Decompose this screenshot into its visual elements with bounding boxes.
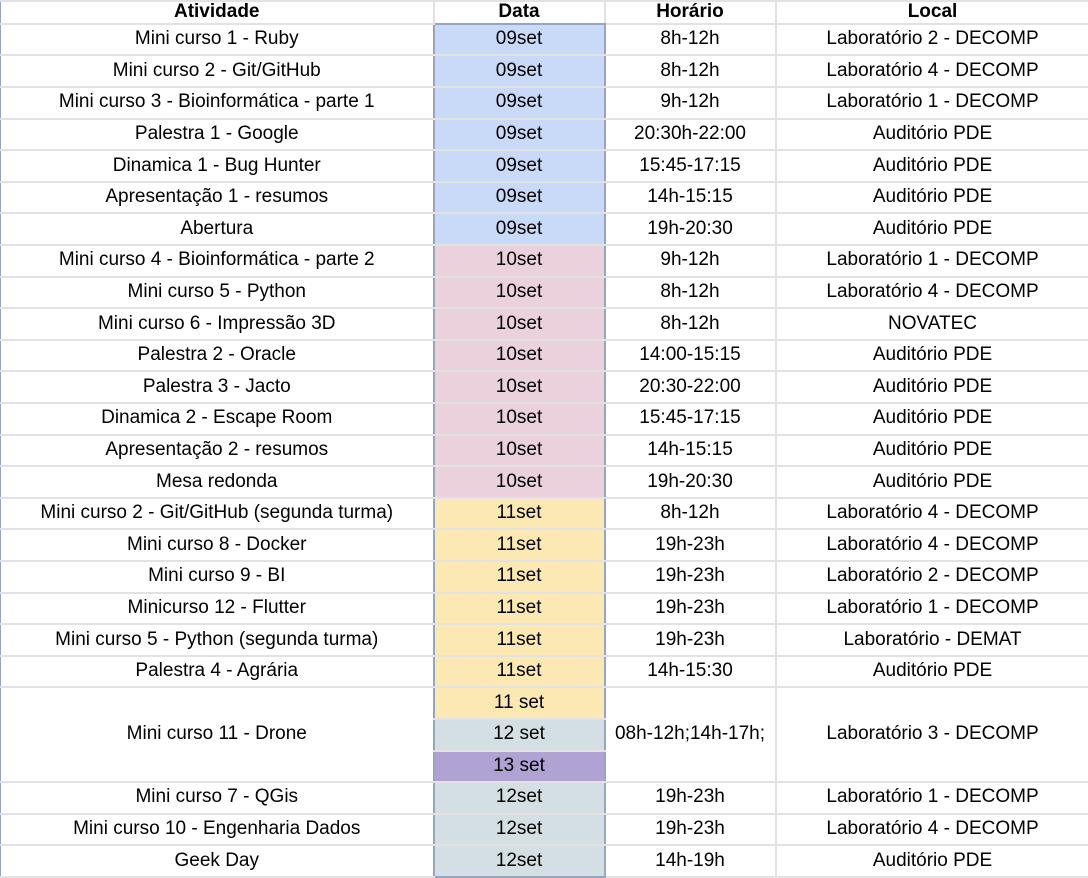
- local-cell[interactable]: Auditório PDE: [776, 119, 1088, 151]
- column-header-local[interactable]: Local: [776, 1, 1088, 24]
- activity-cell[interactable]: Mini curso 7 - QGis: [1, 782, 434, 814]
- local-cell[interactable]: Auditório PDE: [776, 182, 1088, 214]
- date-cell[interactable]: 11set: [434, 498, 605, 530]
- local-cell[interactable]: Laboratório 4 - DECOMP: [776, 814, 1088, 846]
- table-row: [1, 498, 1088, 530]
- activity-cell[interactable]: Mini curso 1 - Ruby: [1, 24, 434, 56]
- time-cell[interactable]: 8h-12h: [605, 498, 776, 530]
- time-cell[interactable]: 19h-23h: [605, 624, 776, 656]
- date-cell[interactable]: 10set: [434, 340, 605, 372]
- time-cell[interactable]: 14h-19h: [605, 845, 776, 877]
- time-cell[interactable]: 15:45-17:15: [605, 150, 776, 182]
- table-row: [1, 687, 1088, 719]
- date-cell[interactable]: 10set: [434, 466, 605, 498]
- activity-cell[interactable]: Mini curso 8 - Docker: [1, 529, 434, 561]
- time-cell[interactable]: 8h-12h: [605, 24, 776, 56]
- local-cell[interactable]: Laboratório 1 - DECOMP: [776, 87, 1088, 119]
- time-cell[interactable]: 14h-15:15: [605, 435, 776, 467]
- date-cell[interactable]: 10set: [434, 435, 605, 467]
- activity-cell[interactable]: Dinamica 1 - Bug Hunter: [1, 150, 434, 182]
- table-row: [1, 245, 1088, 277]
- date-cell[interactable]: 11set: [434, 624, 605, 656]
- local-cell[interactable]: Auditório PDE: [776, 656, 1088, 688]
- time-cell[interactable]: 20:30h-22:00: [605, 119, 776, 151]
- time-cell[interactable]: 19h-23h: [605, 814, 776, 846]
- date-cell[interactable]: 11set: [434, 529, 605, 561]
- table-row: [1, 55, 1088, 87]
- table-row: [1, 561, 1088, 593]
- date-cell[interactable]: 10set: [434, 277, 605, 309]
- local-cell[interactable]: Laboratório 4 - DECOMP: [776, 529, 1088, 561]
- activity-cell[interactable]: Palestra 2 - Oracle: [1, 340, 434, 372]
- table-row: [1, 782, 1088, 814]
- local-cell[interactable]: Auditório PDE: [776, 340, 1088, 372]
- table-row: [1, 435, 1088, 467]
- activity-cell[interactable]: Palestra 1 - Google: [1, 119, 434, 151]
- column-header-horario[interactable]: Horário: [605, 1, 776, 24]
- date-cell[interactable]: 10set: [434, 403, 605, 435]
- date-cell[interactable]: 10set: [434, 245, 605, 277]
- local-cell[interactable]: Laboratório 2 - DECOMP: [776, 561, 1088, 593]
- date-cell[interactable]: 13 set: [434, 751, 605, 783]
- activity-cell[interactable]: Mini curso 9 - BI: [1, 561, 434, 593]
- activity-cell[interactable]: Mini curso 10 - Engenharia Dados: [1, 814, 434, 846]
- time-cell[interactable]: 19h-23h: [605, 593, 776, 625]
- time-cell[interactable]: 8h-12h: [605, 277, 776, 309]
- table-header-row: [1, 1, 1088, 24]
- local-cell[interactable]: Auditório PDE: [776, 435, 1088, 467]
- time-cell[interactable]: 19h-23h: [605, 529, 776, 561]
- activity-cell[interactable]: Mini curso 5 - Python (segunda turma): [1, 624, 434, 656]
- table-row: [1, 593, 1088, 625]
- time-cell[interactable]: 19h-23h: [605, 782, 776, 814]
- activity-cell[interactable]: Mini curso 4 - Bioinformática - parte 2: [1, 245, 434, 277]
- date-cell[interactable]: 11 set: [434, 687, 605, 719]
- date-cell[interactable]: 09set: [434, 87, 605, 119]
- date-cell[interactable]: 10set: [434, 371, 605, 403]
- activity-cell[interactable]: Apresentação 2 - resumos: [1, 435, 434, 467]
- local-cell[interactable]: Laboratório 4 - DECOMP: [776, 277, 1088, 309]
- date-cell[interactable]: 09set: [434, 55, 605, 87]
- time-cell[interactable]: 19h-23h: [605, 561, 776, 593]
- local-cell[interactable]: Laboratório 1 - DECOMP: [776, 593, 1088, 625]
- time-cell[interactable]: 14h-15:30: [605, 656, 776, 688]
- table-row: [1, 213, 1088, 245]
- time-cell[interactable]: 8h-12h: [605, 55, 776, 87]
- time-cell[interactable]: 14h-15:15: [605, 182, 776, 214]
- table-row: [1, 403, 1088, 435]
- time-cell[interactable]: 08h-12h;14h-17h;: [605, 687, 776, 782]
- local-cell[interactable]: Auditório PDE: [776, 213, 1088, 245]
- table-row: [1, 150, 1088, 182]
- activity-cell[interactable]: Mesa redonda: [1, 466, 434, 498]
- table-row: [1, 466, 1088, 498]
- table-row: [1, 340, 1088, 372]
- time-cell[interactable]: 15:45-17:15: [605, 403, 776, 435]
- activity-cell[interactable]: Mini curso 5 - Python: [1, 277, 434, 309]
- table-row: [1, 371, 1088, 403]
- table-row: [1, 277, 1088, 309]
- date-cell[interactable]: 11set: [434, 656, 605, 688]
- date-cell[interactable]: 12set: [434, 814, 605, 846]
- local-cell[interactable]: Laboratório 3 - DECOMP: [776, 687, 1088, 782]
- table-row: [1, 182, 1088, 214]
- column-header-atividade[interactable]: Atividade: [1, 1, 434, 24]
- time-cell[interactable]: 8h-12h: [605, 308, 776, 340]
- time-cell[interactable]: 19h-20:30: [605, 466, 776, 498]
- local-cell[interactable]: Auditório PDE: [776, 466, 1088, 498]
- time-cell[interactable]: 20:30-22:00: [605, 371, 776, 403]
- time-cell[interactable]: 9h-12h: [605, 245, 776, 277]
- activity-cell[interactable]: Minicurso 12 - Flutter: [1, 593, 434, 625]
- date-cell[interactable]: 11set: [434, 561, 605, 593]
- local-cell[interactable]: Auditório PDE: [776, 845, 1088, 877]
- local-cell[interactable]: Auditório PDE: [776, 371, 1088, 403]
- table-row: [1, 87, 1088, 119]
- table-row: [1, 308, 1088, 340]
- date-cell[interactable]: 12set: [434, 845, 605, 877]
- date-cell[interactable]: 09set: [434, 213, 605, 245]
- activity-cell[interactable]: Mini curso 2 - Git/GitHub: [1, 55, 434, 87]
- local-cell[interactable]: Auditório PDE: [776, 403, 1088, 435]
- activity-cell[interactable]: Mini curso 11 - Drone: [1, 687, 434, 782]
- time-cell[interactable]: 9h-12h: [605, 87, 776, 119]
- activity-cell[interactable]: Mini curso 6 - Impressão 3D: [1, 308, 434, 340]
- column-header-data[interactable]: Data: [434, 1, 605, 24]
- local-cell[interactable]: Laboratório 4 - DECOMP: [776, 498, 1088, 530]
- date-cell[interactable]: 09set: [434, 182, 605, 214]
- date-cell[interactable]: 12set: [434, 782, 605, 814]
- date-cell[interactable]: 11set: [434, 593, 605, 625]
- activity-cell[interactable]: Mini curso 3 - Bioinformática - parte 1: [1, 87, 434, 119]
- activity-cell[interactable]: Dinamica 2 - Escape Room: [1, 403, 434, 435]
- activity-cell[interactable]: Mini curso 2 - Git/GitHub (segunda turma): [1, 498, 434, 530]
- local-cell[interactable]: Laboratório 1 - DECOMP: [776, 782, 1088, 814]
- local-cell[interactable]: Laboratório 1 - DECOMP: [776, 245, 1088, 277]
- table-row: [1, 529, 1088, 561]
- time-cell[interactable]: 19h-20:30: [605, 213, 776, 245]
- activity-cell[interactable]: Palestra 4 - Agrária: [1, 656, 434, 688]
- table-row: [1, 814, 1088, 846]
- activity-cell[interactable]: Apresentação 1 - resumos: [1, 182, 434, 214]
- date-cell[interactable]: 10set: [434, 308, 605, 340]
- table-row: [1, 656, 1088, 688]
- date-cell[interactable]: 09set: [434, 150, 605, 182]
- table-row: [1, 624, 1088, 656]
- local-cell[interactable]: Auditório PDE: [776, 150, 1088, 182]
- local-cell[interactable]: NOVATEC: [776, 308, 1088, 340]
- table-row: [1, 845, 1088, 877]
- activity-cell[interactable]: Abertura: [1, 213, 434, 245]
- time-cell[interactable]: 14:00-15:15: [605, 340, 776, 372]
- date-cell[interactable]: 09set: [434, 119, 605, 151]
- activity-cell[interactable]: Geek Day: [1, 845, 434, 877]
- local-cell[interactable]: Laboratório 4 - DECOMP: [776, 55, 1088, 87]
- activity-cell[interactable]: Palestra 3 - Jacto: [1, 371, 434, 403]
- local-cell[interactable]: Laboratório 2 - DECOMP: [776, 24, 1088, 56]
- date-cell[interactable]: 09set: [434, 24, 605, 56]
- table-row: [1, 24, 1088, 56]
- date-cell[interactable]: 12 set: [434, 719, 605, 751]
- table-row: [1, 119, 1088, 151]
- local-cell[interactable]: Laboratório - DEMAT: [776, 624, 1088, 656]
